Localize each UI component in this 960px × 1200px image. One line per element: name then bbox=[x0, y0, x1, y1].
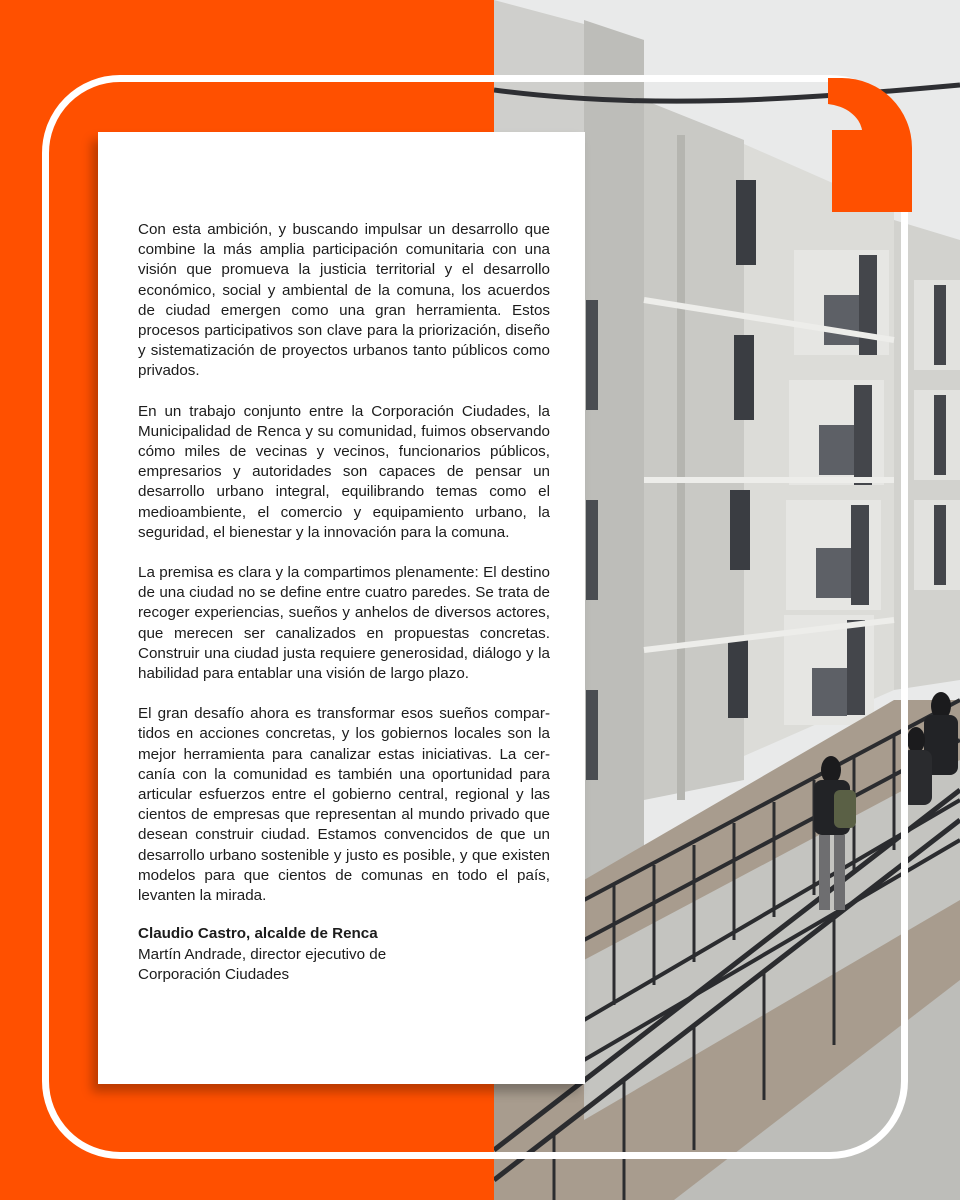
paragraph-4: El gran desafío ahora es transformar esos sueños compartidos en acciones concretas, y los gobiernos locales son la mejor herramienta para canalizar estas iniciativas. La cercanía con la comunidad es también una oportunidad para articular esfuerzos entre el gobierno central, regional y las cientos de empresas que representan al mundo privado que desean construir ciudad. Estamos convencidos de que un desarrollo urbano sostenible y justo es posible, y que existen modelos para que cientos de comunas en todo el país, levanten la mirada. bbox=[138, 705, 550, 905]
corner-accent-icon bbox=[828, 78, 912, 212]
paragraph-2: En un trabajo conjunto entre la Corporación Ciudades, la Municipalidad de Renca y su comunidad, fuimos observando cómo miles de vecinas y vecinos, funcionarios públicos, empresarios y autoridades son capaces de pensar un desarrollo urbano integral, equilibrando temas como el medioambiente, el comercio y equipamiento urbano, la seguridad, el bienestar y la innovación para la comuna. bbox=[138, 402, 550, 541]
paragraph-3: La premisa es clara y la compartimos plenamente: El destino de una ciudad no se define entre cuatro paredes. Se trata de recoger experiencias, sueños y anhelos de diversos actores, que merecen ser canalizados en propuestas concretas. Construir una ciudad justa requiere generosidad, diálogo y la habilidad para entablar una visión de largo plazo. bbox=[138, 564, 550, 683]
signature-coauthor-line1: Martín Andrade, director ejecutivo de bbox=[138, 945, 387, 963]
signature-author: Claudio Castro, alcalde de Renca bbox=[138, 925, 378, 943]
article-body bbox=[138, 220, 550, 985]
article-card bbox=[98, 132, 585, 1084]
signature bbox=[138, 924, 550, 985]
paragraph-1: Con esta ambición, y buscando impulsar un desarrollo que combine la más amplia participación comunitaria con una visión que promueva la justicia territorial y el desarrollo económico, social y ambiental de la comuna, los acuerdos de ciudad emergen como una gran herramienta. Estos procesos participativos son clave para la priorización, diseño y sistematización de proyectos urbanos tanto públicos como privados. bbox=[138, 221, 550, 380]
signature-coauthor-line2: Corporación Ciudades bbox=[138, 965, 290, 983]
